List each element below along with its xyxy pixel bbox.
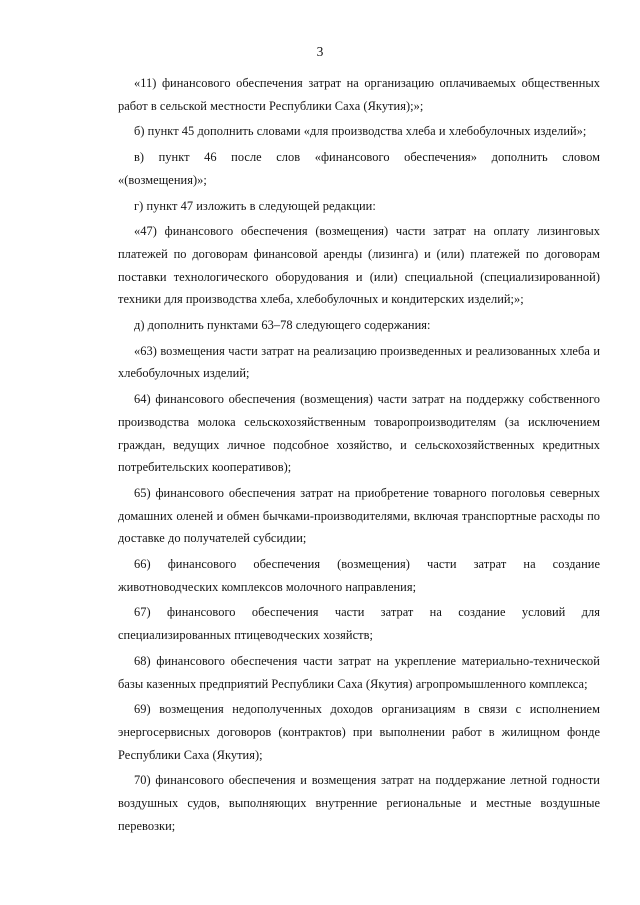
paragraph-item-70: 70) финансового обеспечения и возмещения затрат на поддержание летной годности воздушных судов, выполняющих внутренние региональные и местные воздушные перевозки; [118,773,600,833]
paragraph-item-64: 64) финансового обеспечения (возмещения) части затрат на поддержку собственного производства молока сельскохозяйственным товаропроизводителям (за исключением граждан, ведущих личное подсобное хозяйство, и сельскохозяйственных кредитных потребительских кооперативов); [118,392,600,475]
page-number: 3 [316,44,324,59]
paragraph-item-47: «47) финансового обеспечения (возмещения) части затрат на оплату лизинговых платежей по договорам финансовой аренды (лизинга) и (или) платежей по договорам поставки технологического оборудования и (или) специальной (специализированной) техники для производства хлеба, хлебобулочных и кондитерских изделий;»; [118,224,600,307]
paragraph-item-65: 65) финансового обеспечения затрат на приобретение товарного поголовья северных домашних оленей и обмен бычками-производителями, включая транспортные расходы по доставке до получателей субсидии; [118,485,600,546]
paragraph-item-68: 68) финансового обеспечения части затрат на укрепление материально-технической базы казенных предприятий Республики Саха (Якутия) агропромышленного комплекса; [118,653,600,691]
paragraph-item-67: 67) финансового обеспечения части затрат на создание условий для специализированных птицеводческих хозяйств; [118,605,600,643]
document-body [118,72,600,841]
paragraph-item-11: «11) финансового обеспечения затрат на организацию оплачиваемых общественных работ в сельской местности Республики Саха (Якутия);»; [118,76,600,113]
paragraph-amend-v: в) пункт 46 после слов «финансового обеспечения» дополнить словом «(возмещения)»; [118,150,600,187]
paragraph-item-66: 66) финансового обеспечения (возмещения) части затрат на создание животноводческих комплексов молочного направления; [118,557,600,594]
paragraph-amend-d: д) дополнить пунктами 63–78 следующего содержания: [134,318,431,333]
paragraph-amend-b: б) пункт 45 дополнить словами «для производства хлеба и хлебобулочных изделий»; [134,124,587,139]
paragraph-item-63: «63) возмещения части затрат на реализацию произведенных и реализованных хлеба и хлебобулочных изделий; [118,343,600,381]
paragraph-item-69: 69) возмещения недополученных доходов организациям в связи с исполнением энергосервисных договоров (контрактов) при выполнении работ в жилищном фонде Республики Саха (Якутия); [118,702,600,762]
paragraph-amend-g: г) пункт 47 изложить в следующей редакции: [134,198,376,213]
